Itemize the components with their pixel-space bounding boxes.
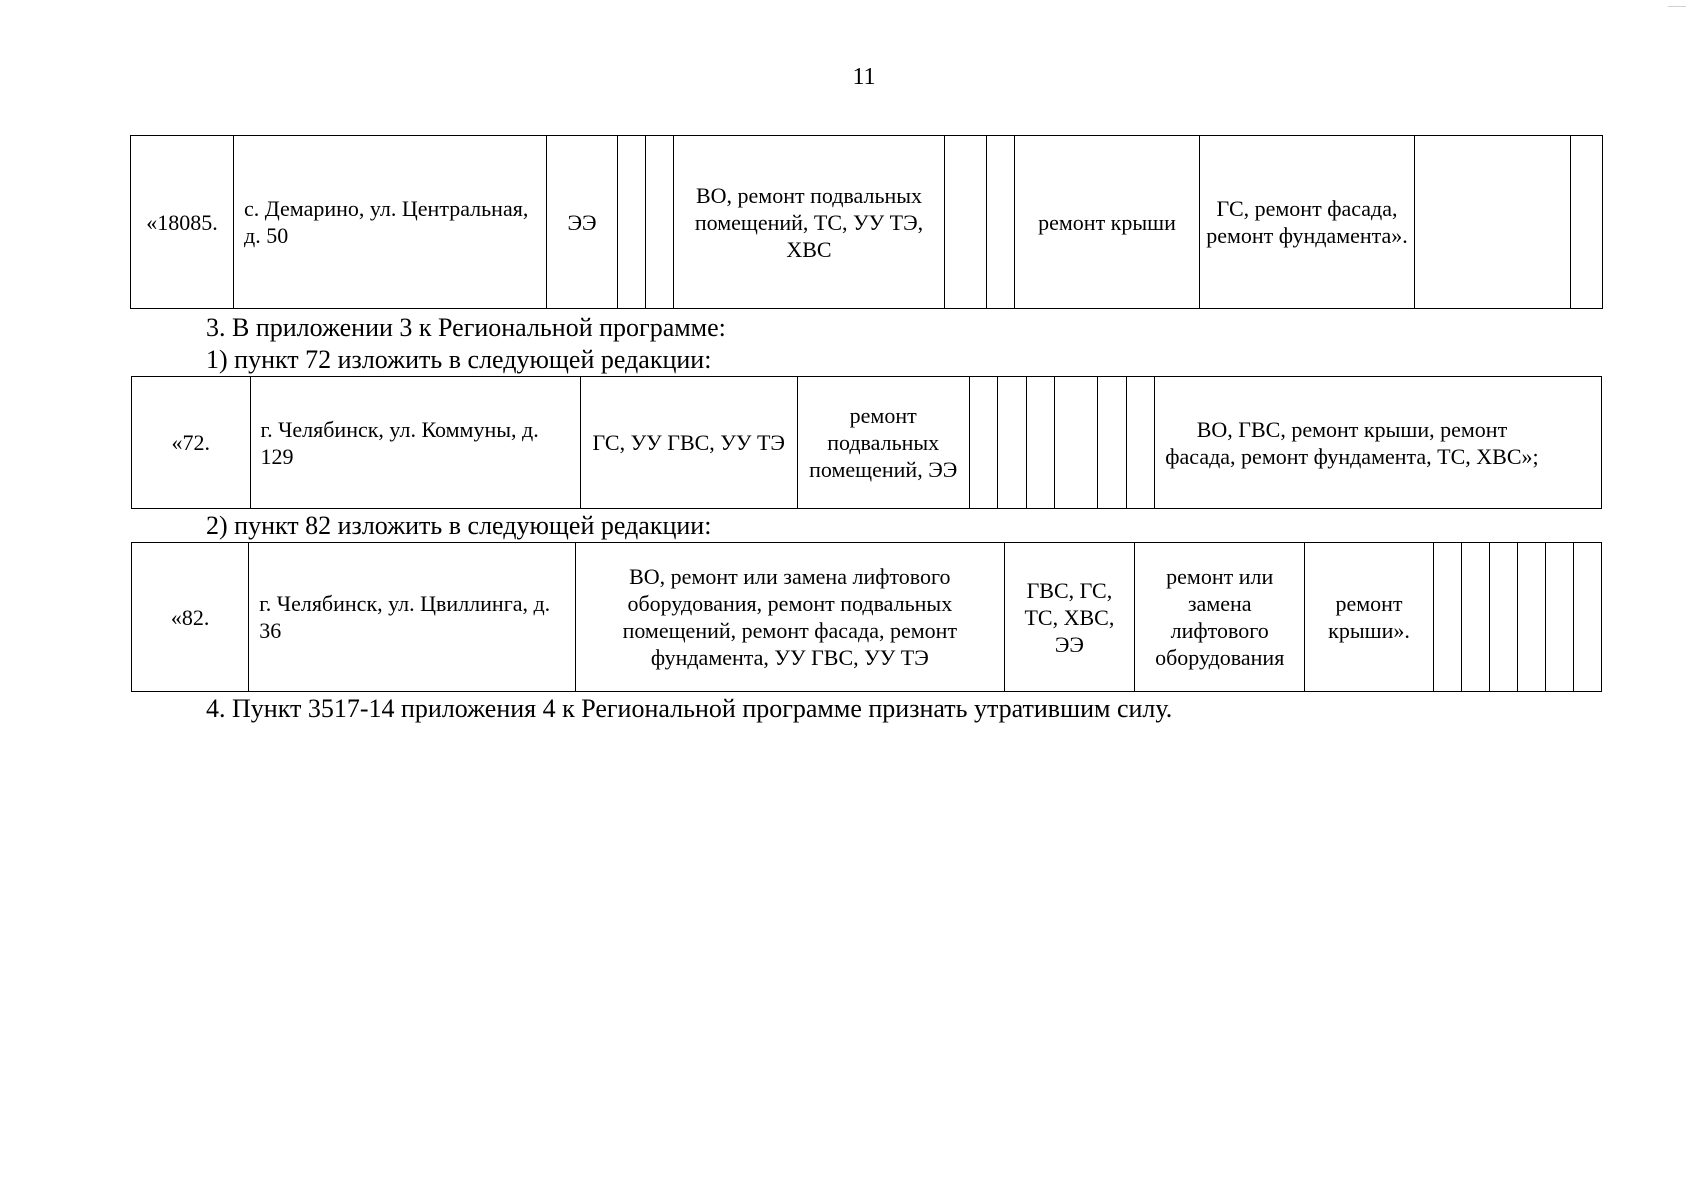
- cell-3: ГС, УУ ГВС, УУ ТЭ: [580, 377, 797, 509]
- cell-10: ГС, ремонт фасада, ремонт фундамента».: [1200, 136, 1415, 309]
- cell-6: ремонт крыши».: [1305, 543, 1433, 692]
- cell-number: «18085.: [131, 136, 234, 309]
- cell-11: [1415, 136, 1571, 309]
- cell-7: [945, 136, 987, 309]
- cell-7: [1433, 543, 1461, 692]
- cell-5: [646, 136, 674, 309]
- table-row: [132, 377, 1602, 509]
- paragraph-4: 4. Пункт 3517-14 приложения 4 к Региональной программе признать утратившим силу.: [206, 694, 1173, 723]
- cell-3: ЭЭ: [547, 136, 618, 309]
- cell-7: [1026, 377, 1054, 509]
- cell-4: ГВС, ГС, ТС, ХВС, ЭЭ: [1004, 543, 1134, 692]
- cell-13: ВО, ГВС, ремонт крыши, ремонт фасада, ремонт фундамента, ТС, ХВС»;: [1155, 377, 1549, 509]
- item-2: 2) пункт 82 изложить в следующей редакции:: [206, 511, 712, 540]
- cell-12: [1573, 543, 1601, 692]
- cell-9: ремонт крыши: [1015, 136, 1200, 309]
- table-row: [131, 136, 1603, 309]
- corner-mark: [1668, 6, 1686, 7]
- cell-11: [1545, 543, 1573, 692]
- cell-3: ВО, ремонт или замена лифтового оборудования, ремонт подвальных помещений, ремонт фасада, ремонт фундамента, УУ ГВС, УУ ТЭ: [575, 543, 1004, 692]
- table-row: [132, 543, 1602, 692]
- table-item-72: [131, 376, 1602, 509]
- page-number: 11: [852, 64, 876, 90]
- paragraph-3: 3. В приложении 3 к Региональной программе:: [206, 313, 726, 342]
- cell-number: «82.: [132, 543, 249, 692]
- cell-number: «72.: [132, 377, 251, 509]
- cell-address: г. Челябинск, ул. Цвиллинга, д. 36: [249, 543, 576, 692]
- cell-8: [1054, 377, 1098, 509]
- cell-6: ВО, ремонт подвальных помещений, ТС, УУ ТЭ, ХВС: [674, 136, 945, 309]
- cell-5: [969, 377, 997, 509]
- cell-4: [618, 136, 646, 309]
- cell-10: [1126, 377, 1154, 509]
- table-item-82: [131, 542, 1602, 692]
- cell-9: [1489, 543, 1517, 692]
- cell-10: [1517, 543, 1545, 692]
- cell-8: [1461, 543, 1489, 692]
- cell-6: [998, 377, 1026, 509]
- cell-9: [1098, 377, 1126, 509]
- cell-13-ext: [1549, 377, 1602, 509]
- cell-address: г. Челябинск, ул. Коммуны, д. 129: [250, 377, 580, 509]
- item-1: 1) пункт 72 изложить в следующей редакции:: [206, 345, 712, 374]
- cell-5: ремонт или замена лифтового оборудования: [1135, 543, 1305, 692]
- cell-4: ремонт подвальных помещений, ЭЭ: [797, 377, 969, 509]
- cell-address: с. Демарино, ул. Центральная, д. 50: [234, 136, 547, 309]
- cell-12: [1571, 136, 1603, 309]
- cell-8: [987, 136, 1015, 309]
- table-item-18085: [130, 135, 1603, 309]
